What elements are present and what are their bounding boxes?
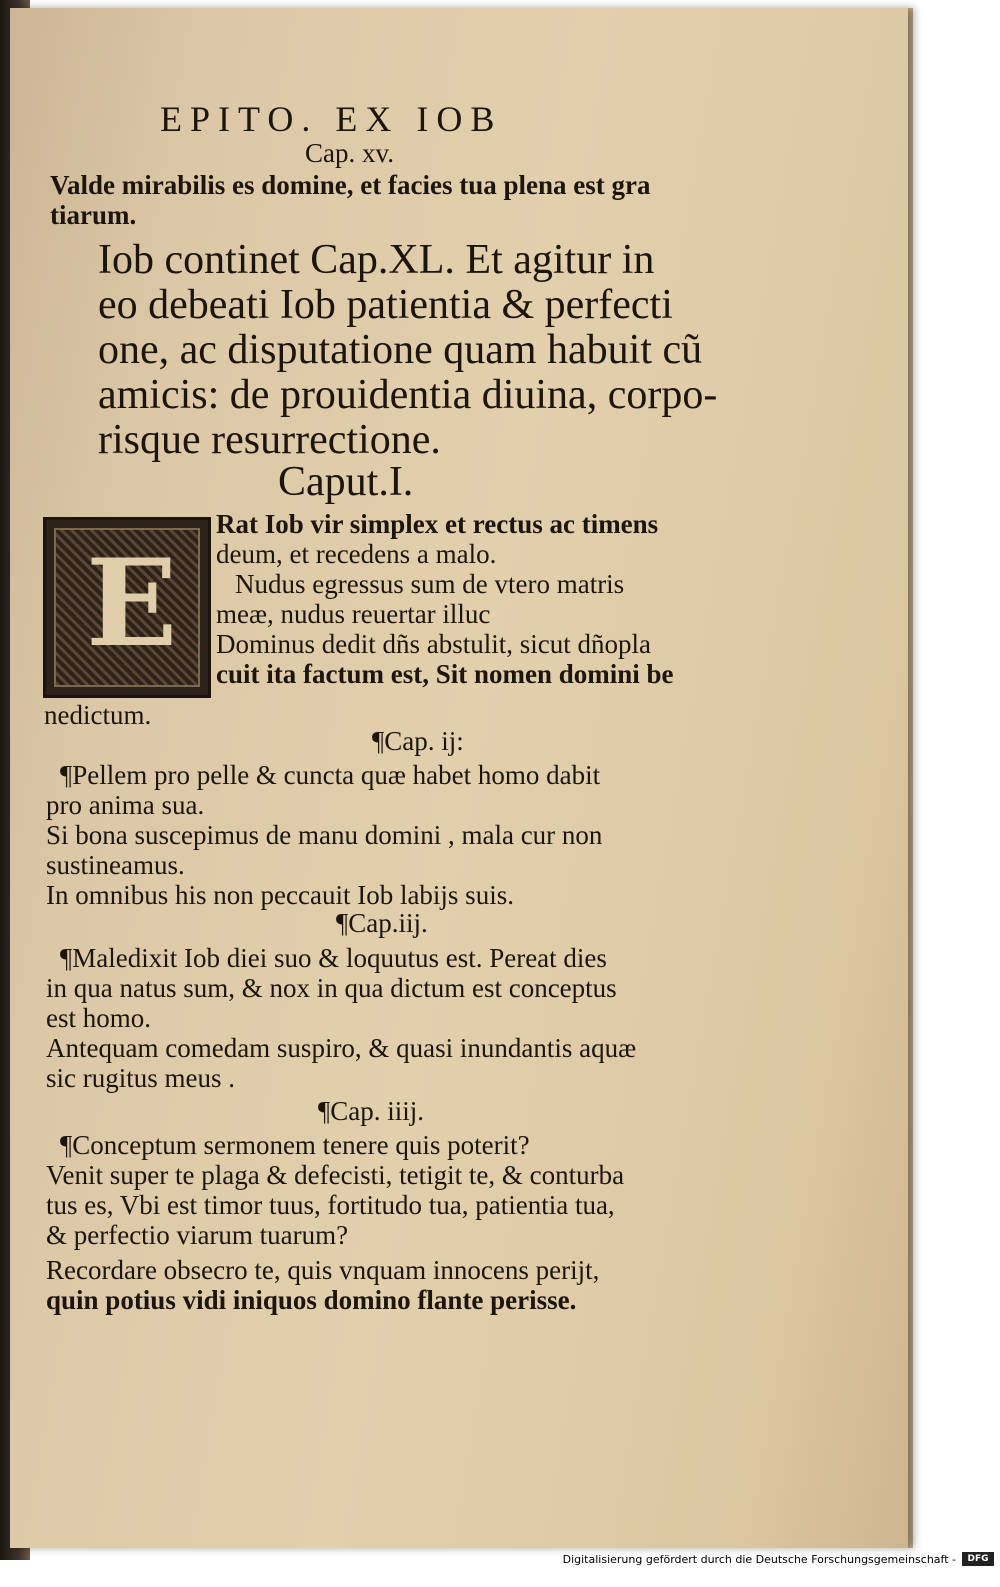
text-line: Rat Iob vir simplex et rectus ac timens (216, 509, 659, 539)
text-line: sustineamus. (46, 850, 185, 880)
text-line: & perfectio viarum tuarum? (46, 1220, 349, 1250)
text-line: Nudus egressus sum de vtero matris (235, 569, 625, 599)
text-line: nedictum. (44, 700, 152, 730)
dfg-logo: DFG (962, 1552, 994, 1566)
book-page (10, 8, 908, 1548)
text-line: ¶Conceptum sermonem tenere quis poterit? (60, 1130, 530, 1160)
chapter-heading-ii: ¶Cap. ij: (372, 726, 464, 756)
summary-line: one, ac disputatione quam habuit cũ (98, 327, 703, 373)
text-line: In omnibus his non peccauit Iob labijs suis. (46, 880, 514, 910)
text-line: Si bona suscepimus de manu domini , mala cur non (46, 820, 603, 850)
text-line: cuit ita factum est, Sit nomen domini be (216, 659, 674, 689)
text-line: est homo. (46, 1003, 151, 1033)
text-line: tiarum. (50, 200, 137, 230)
text-line: quin potius vidi iniquos domino flante perisse. (46, 1285, 577, 1315)
summary-line: amicis: de prouidentia diuina, corpo- (98, 372, 718, 418)
text-line: Venit super te plaga & defecisti, tetigit te, & conturba (46, 1160, 625, 1190)
text-line: ¶Pellem pro pelle & cuncta quæ habet homo dabit (60, 760, 601, 790)
text-line: Valde mirabilis es domine, et facies tua plena est gra (50, 170, 651, 200)
text-line: sic rugitus meus . (46, 1063, 235, 1093)
text-line: tus es, Vbi est timor tuus, fortitudo tua, patientia tua, (46, 1190, 615, 1220)
text-line: pro anima sua. (46, 790, 205, 820)
text-line: meæ, nudus reuertar illuc (216, 599, 491, 629)
text-line: in qua natus sum, & nox in qua dictum est conceptus (46, 973, 617, 1003)
text-line: ¶Maledixit Iob diei suo & loquutus est. Pereat dies (60, 943, 607, 973)
chapter-heading-xv: Cap. xv. (305, 138, 394, 168)
text-line: Antequam comedam suspiro, & quasi inundantis aquæ (46, 1033, 637, 1063)
digitization-credit: Digitalisierung gefördert durch die Deutsche Forschungsgemeinschaft - (562, 1553, 956, 1566)
text-line: Dominus dedit dñs abstulit, sicut dñoplа (216, 629, 651, 659)
text-line: deum, et recedens a malo. (216, 539, 497, 569)
chapter-heading-iii: ¶Cap.iij. (336, 908, 428, 938)
running-head: EPITO. EX IOB (160, 99, 503, 139)
chapter-heading-iiii: ¶Cap. iiij. (318, 1096, 424, 1126)
decorated-initial (43, 517, 211, 698)
summary-line: eo debeati Iob patientia & perfecti (98, 282, 673, 328)
chapter-heading-i: Caput.I. (278, 459, 414, 505)
initial-letter: E (86, 533, 178, 674)
summary-line: risque resurrectione. (98, 417, 441, 463)
text-line: Recordare obsecro te, quis vnquam innocens perijt, (46, 1255, 600, 1285)
summary-line: Iob continet Cap.XL. Et agitur in (98, 237, 655, 283)
